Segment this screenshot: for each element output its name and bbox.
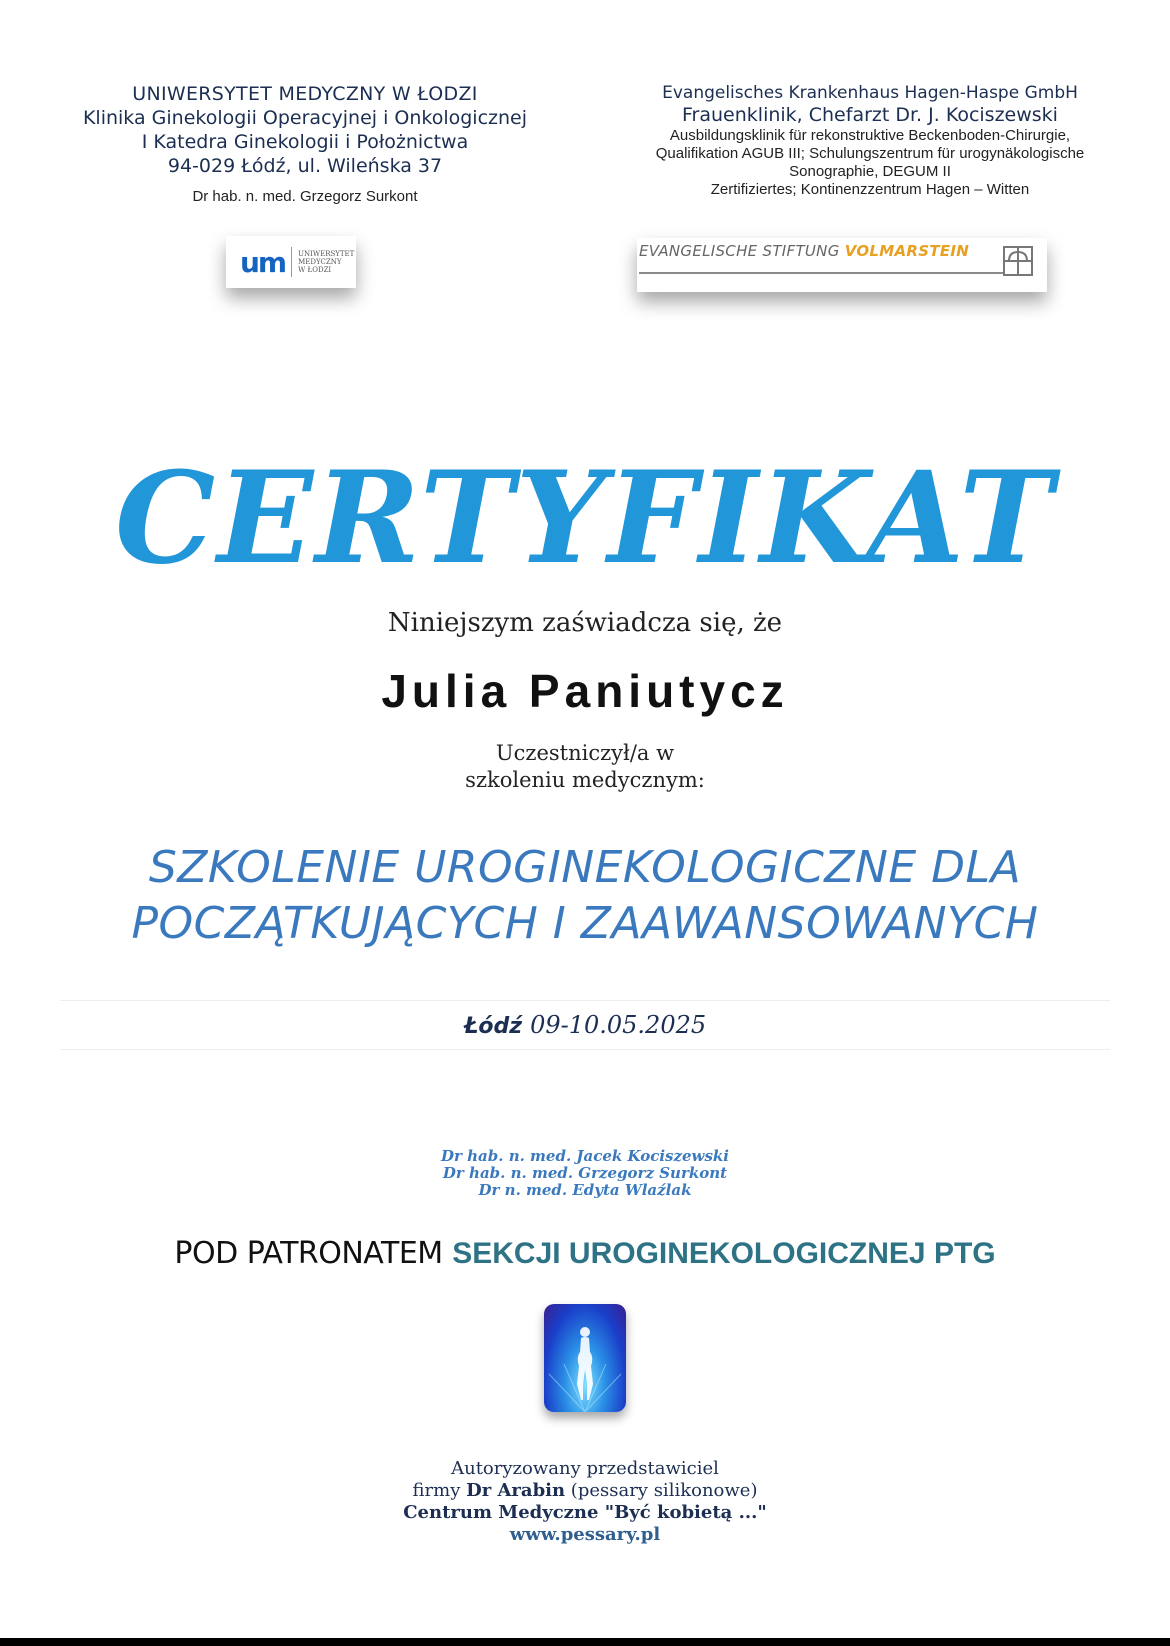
website-link[interactable]: www.pessary.pl <box>509 1524 661 1545</box>
hospital-info-line: Ausbildungsklinik für rekonstruktive Beckenboden-Chirurgie, <box>669 127 1071 144</box>
clinic-name: Klinika Ginekologii Operacyjnej i Onkologicznej <box>82 107 528 129</box>
female-silhouette-emblem <box>544 1304 626 1412</box>
rep-text: (pessary silikonowe) <box>565 1480 758 1501</box>
attestation-text: Niniejszym zaświadcza się, że <box>387 608 783 638</box>
representative-line <box>0 1502 1170 1524</box>
um-logo-text-line: W ŁODZI <box>298 266 332 274</box>
event-city: Łódź <box>463 1014 523 1039</box>
um-logo-mark: um <box>240 245 286 279</box>
hospital-info-line: Qualifikation AGUB III; Schulungszentrum für urogynäkologische <box>655 145 1085 162</box>
participation-line: szkoleniu medycznym: <box>465 768 705 792</box>
course-title-line: SZKOLENIE UROGINEKOLOGICZNE DLA <box>148 842 1022 893</box>
logo-text-accent: VOLMARSTEIN <box>844 242 970 260</box>
signers-list <box>0 1148 1170 1199</box>
department-name: I Katedra Ginekologii i Położnictwa <box>141 131 469 153</box>
um-logo-text-line: UNIWERSYTET <box>298 250 355 258</box>
patronage-organization: SEKCJI UROGINEKOLOGICZNEJ PTG <box>452 1237 996 1270</box>
event-dates: 09-10.05.2025 <box>530 1011 707 1039</box>
header-left <box>40 82 570 205</box>
volmarstein-logo-text <box>639 242 969 260</box>
course-title <box>0 840 1170 952</box>
hospital-info-line: Sonographie, DEGUM II <box>789 163 951 180</box>
university-name: UNIWERSYTET MEDYCZNY W ŁODZI <box>132 83 478 105</box>
patronage-line <box>0 1234 1170 1274</box>
participant-name: Julia Paniutycz <box>381 665 789 717</box>
logo-text-main: EVANGELISCHE STIFTUNG <box>639 242 845 260</box>
date-location <box>60 1000 1110 1050</box>
course-title-line: POCZĄTKUJĄCYCH I ZAAWANSOWANYCH <box>131 898 1039 949</box>
hospital-name: Evangelisches Krankenhaus Hagen-Haspe GmbH <box>662 83 1078 103</box>
cross-emblem-icon <box>1003 246 1033 276</box>
volmarstein-logo <box>637 238 1047 292</box>
participation-text <box>0 740 1170 794</box>
certificate-title: CERTYFIKAT <box>115 444 1055 592</box>
clinic-head: Dr hab. n. med. Grzegorz Surkont <box>192 188 418 205</box>
header-right <box>600 82 1140 199</box>
um-logo-separator <box>291 247 292 277</box>
signer-name: Dr hab. n. med. Grzegorz Surkont <box>442 1164 728 1182</box>
logo-underline <box>639 272 1004 274</box>
hospital-info-line: Zertifiziertes; Kontinenzzentrum Hagen – Witten <box>710 181 1030 198</box>
signer-name: Dr hab. n. med. Jacek Kociszewski <box>441 1147 729 1165</box>
rep-center-name: Centrum Medyczne "Być kobietą ..." <box>403 1502 767 1523</box>
patronage-prefix: POD PATRONATEM <box>174 1236 443 1271</box>
rep-text: firmy <box>412 1480 467 1501</box>
representative-line: Autoryzowany przedstawiciel <box>451 1458 719 1479</box>
participation-line: Uczestniczył/a w <box>495 741 675 765</box>
womens-clinic: Frauenklinik, Chefarzt Dr. J. Kociszewski <box>682 104 1058 126</box>
um-logo-text <box>298 250 354 274</box>
female-silhouette-icon <box>544 1304 626 1412</box>
rep-company: Dr Arabin <box>466 1480 566 1501</box>
representative-line <box>0 1480 1170 1502</box>
university-logo <box>226 236 356 288</box>
university-address: 94-029 Łódź, ul. Wileńska 37 <box>167 155 443 177</box>
representative-info <box>0 1458 1170 1546</box>
signer-name: Dr n. med. Edyta Wlaźlak <box>478 1181 692 1199</box>
um-logo-text-line: MEDYCZNY <box>298 258 342 266</box>
